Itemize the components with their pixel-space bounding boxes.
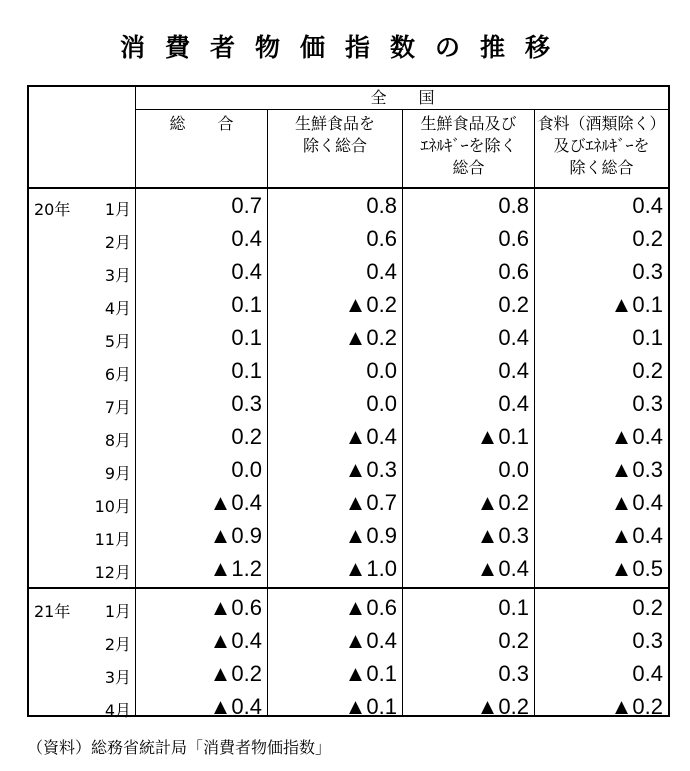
cell-value: 0.4	[632, 193, 663, 218]
cell-value: ▲0.4	[476, 556, 529, 581]
row-month: 11月	[94, 530, 131, 549]
cell-value: 0.4	[231, 259, 262, 284]
cell-value: 0.4	[632, 661, 663, 686]
cell-value: ▲0.4	[610, 490, 663, 515]
cell-value: 0.3	[632, 259, 663, 284]
cell-value: 0.4	[231, 226, 262, 251]
cell-value: ▲0.1	[344, 694, 397, 719]
cell-value: ▲0.3	[610, 457, 663, 482]
cell-value: 0.2	[498, 628, 529, 653]
cell-value: 0.1	[498, 595, 529, 620]
cell-value: 0.6	[366, 226, 397, 251]
cell-value: 0.2	[498, 292, 529, 317]
cell-value: ▲0.9	[344, 523, 397, 548]
row-year: 20年	[34, 200, 71, 219]
cell-value: 0.0	[366, 391, 397, 416]
cell-value: 0.2	[231, 424, 262, 449]
cell-value: ▲0.9	[209, 523, 262, 548]
header-col-1: 総 合	[169, 114, 234, 133]
cell-value: ▲0.2	[610, 694, 663, 719]
cell-value: ▲0.2	[476, 490, 529, 515]
row-month: 12月	[94, 563, 131, 582]
row-month: 5月	[104, 332, 131, 351]
row-month: 4月	[104, 701, 131, 720]
cell-value: ▲0.4	[209, 694, 262, 719]
cell-value: 0.4	[498, 325, 529, 350]
header-col-2: 生鮮食品を 除く総合	[294, 114, 375, 155]
cell-value: ▲0.1	[344, 661, 397, 686]
row-month: 8月	[104, 431, 131, 450]
cell-value: 0.3	[632, 391, 663, 416]
cell-value: 0.1	[231, 292, 262, 317]
page-title: 消費者物価指数の推移	[119, 33, 570, 62]
cpi-table	[27, 85, 670, 720]
row-month: 6月	[104, 365, 131, 384]
row-month: 3月	[104, 668, 131, 687]
cell-value: 0.3	[231, 391, 262, 416]
cell-value: 0.1	[632, 325, 663, 350]
cell-value: 0.8	[498, 193, 529, 218]
cell-value: 0.8	[366, 193, 397, 218]
cell-value: 0.0	[366, 358, 397, 383]
row-month: 1月	[104, 602, 131, 621]
cell-value: 0.0	[231, 457, 262, 482]
cell-value: 0.2	[632, 595, 663, 620]
header-col-4: 食料（酒類除く） 及びｴﾈﾙｷﾞｰを 除く総合	[537, 114, 666, 177]
source-note: （資料）総務省統計局「消費者物価指数」	[27, 738, 332, 757]
cell-value: ▲0.4	[610, 523, 663, 548]
cell-value: ▲0.2	[476, 694, 529, 719]
cell-value: ▲0.7	[344, 490, 397, 515]
cell-value: ▲0.6	[209, 595, 262, 620]
cell-value: 0.7	[231, 193, 262, 218]
cell-value: ▲0.6	[344, 595, 397, 620]
cell-value: 0.1	[231, 325, 262, 350]
row-month: 7月	[104, 398, 131, 417]
cell-value: ▲0.3	[344, 457, 397, 482]
cell-value: 0.4	[498, 358, 529, 383]
row-month: 2月	[104, 635, 131, 654]
cell-value: ▲0.2	[344, 292, 397, 317]
cell-value: 0.4	[498, 391, 529, 416]
cell-value: ▲0.2	[209, 661, 262, 686]
cell-value: ▲0.1	[610, 292, 663, 317]
row-month: 4月	[104, 299, 131, 318]
header-col-3: 生鮮食品及び ｴﾈﾙｷﾞｰを除く 総合	[420, 114, 517, 177]
row-month: 10月	[94, 497, 131, 516]
cell-value: 0.2	[632, 226, 663, 251]
cell-value: ▲0.5	[610, 556, 663, 581]
row-month: 2月	[104, 233, 131, 252]
row-month: 3月	[104, 266, 131, 285]
header-group: 全 国	[370, 88, 435, 107]
cell-value: 0.4	[366, 259, 397, 284]
cell-value: 0.3	[632, 628, 663, 653]
cell-value: ▲0.4	[344, 424, 397, 449]
cell-value: ▲0.4	[610, 424, 663, 449]
cell-value: 0.6	[498, 259, 529, 284]
cell-value: 0.3	[498, 661, 529, 686]
row-year: 21年	[34, 602, 71, 621]
cell-value: ▲0.4	[209, 628, 262, 653]
cell-value: ▲0.1	[476, 424, 529, 449]
row-month: 9月	[104, 464, 131, 483]
cell-value: 0.1	[231, 358, 262, 383]
cell-value: 0.2	[632, 358, 663, 383]
row-month: 1月	[104, 200, 131, 219]
cell-value: ▲1.0	[344, 556, 397, 581]
cell-value: ▲0.2	[344, 325, 397, 350]
cell-value: ▲0.4	[344, 628, 397, 653]
cell-value: ▲0.4	[209, 490, 262, 515]
cell-value: 0.0	[498, 457, 529, 482]
cell-value: ▲0.3	[476, 523, 529, 548]
cell-value: 0.6	[498, 226, 529, 251]
cell-value: ▲1.2	[209, 556, 262, 581]
